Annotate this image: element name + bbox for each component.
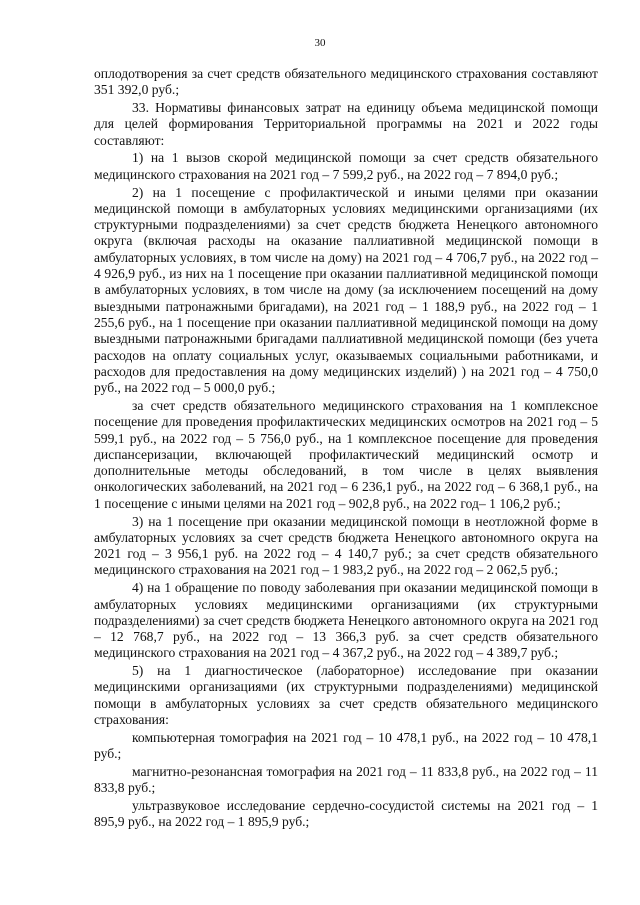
page-number: 30 xyxy=(314,37,326,49)
paragraph-continuation: оплодотворения за счет средств обязательного медицинского страхования составляют 351 392,0 руб.; xyxy=(94,66,598,98)
paragraph-mri: магнитно-резонансная томография на 2021 год – 11 833,8 руб., на 2022 год – 11 833,8 руб.; xyxy=(94,763,598,796)
paragraph-item-1: 1) на 1 вызов скорой медицинской помощи за счет средств обязательного медицинского страхования на 2021 год – 7 599,2 руб., на 2022 год – 7 894,0 руб.; xyxy=(94,150,598,182)
paragraph-item-5: 5) на 1 диагностическое (лабораторное) исследование при оказании медицинскими организациями (их структурными подразделениями) медицинской помощи в амбулаторных условиях за счет средств обязательного медицинского страхования: xyxy=(94,663,598,728)
paragraph-item-2-oms: за счет средств обязательного медицинского страхования на 1 комплексное посещение для проведения профилактических медицинских осмотров на 2021 год – 5 599,1 руб., на 2022 год – 5 756,0 руб., на 1 комплексное посещение для проведения диспансеризации, включающей профилактический медицинский осмотр и дополнительные методы обследований, в том числе в целях выявления онкологических заболеваний, на 2021 год – 6 236,1 руб., на 2022 год – 6 368,1 руб., на 1 посещение с иными целями на 2021 год – 902,8 руб., на 2022 год– 1 106,2 руб.; xyxy=(94,397,598,511)
paragraph-ultrasound: ультразвуковое исследование сердечно-сосудистой системы на 2021 год – 1 895,9 руб., на 2022 год – 1 895,9 руб.; xyxy=(94,798,598,830)
paragraph-item-2: 2) на 1 посещение с профилактической и иными целями при оказании медицинской помощи в амбулаторных условиях медицинскими организациями (их структурными подразделениями) за счет средств бюджета Ненецкого автономного округа (включая расходы на оказание паллиативной медицинской помощи в амбулаторных условиях, в том числе на дому) на 2021 год – 4 706,7 руб., на 2022 год – 4 926,9 руб., из них на 1 посещение при оказании паллиативной медицинской помощи в амбулаторных условиях, в том числе на дому (за исключением посещений на дому выездными патронажными бригадами), на 2021 год – 1 188,9 руб., на 2022 год – 1 255,6 руб., на 1 посещение при оказании паллиативной медицинской помощи на дому выездными патронажными бригадами паллиативной медицинской помощи (без учета расходов на оплату социальных услуг, оказываемых социальными работниками, и расходов для предоставления на дому медицинских изделий) ) на 2021 год – 4 750,0 руб., на 2022 год – 5 000,0 руб.; xyxy=(94,184,598,396)
paragraph-item-3: 3) на 1 посещение при оказании медицинской помощи в неотложной форме в амбулаторных условиях за счет средств бюджета Ненецкого автономного округа на 2021 год – 3 956,1 руб. на 2022 год – 4 140,7 руб.; за счет средств обязательного медицинского страхования на 2021 год – 1 983,2 руб., на 2022 год – 2 062,5 руб.; xyxy=(94,513,598,578)
paragraph-section-33: 33. Нормативы финансовых затрат на единицу объема медицинской помощи для целей формирования Территориальной программы на 2021 и 2022 годы составляют: xyxy=(94,100,598,148)
paragraph-item-4: 4) на 1 обращение по поводу заболевания при оказании медицинской помощи в амбулаторных условиях медицинскими организациями (их структурными подразделениями) за счет средств бюджета Ненецкого автономного округа на 2021 год – 12 768,7 руб., на 2022 год – 13 366,3 руб. за счет средств обязательного медицинского страхования на 2021 год – 4 367,2 руб., на 2022 год – 4 389,7 руб.; xyxy=(94,580,598,661)
paragraph-ct: компьютерная томография на 2021 год – 10 478,1 руб., на 2022 год – 10 478,1 руб.; xyxy=(94,729,598,762)
document-body xyxy=(94,66,598,832)
